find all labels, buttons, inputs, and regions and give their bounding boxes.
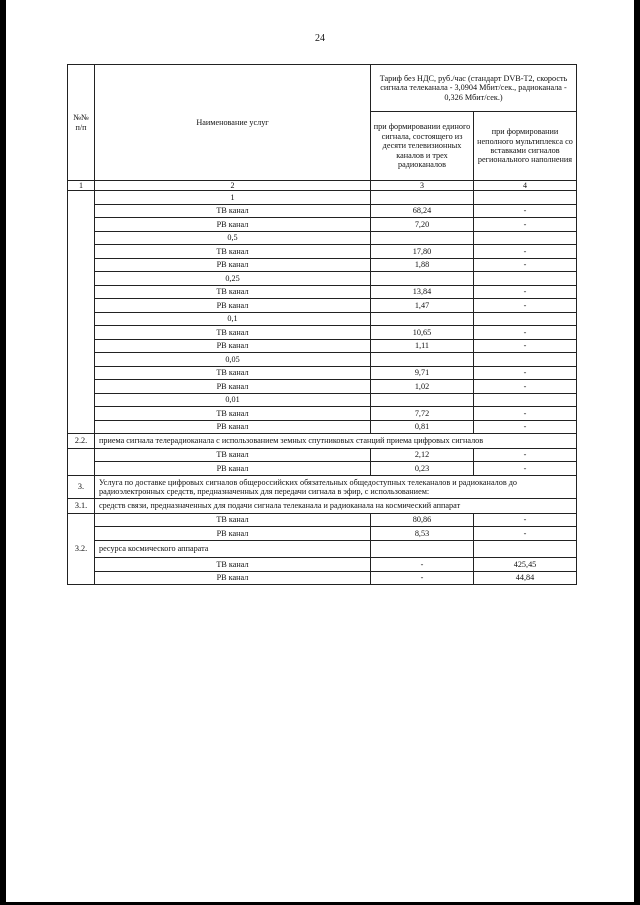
tariff-col4: - <box>474 366 577 380</box>
table-row <box>68 380 577 394</box>
section-number: 2.2. <box>68 434 95 448</box>
table-row <box>68 366 577 380</box>
service-name: ТВ канал <box>95 513 371 527</box>
service-name: 0,01 <box>95 393 371 407</box>
tariff-col4: 425,45 <box>474 558 577 572</box>
tariff-col3 <box>371 393 474 407</box>
tariff-col3: - <box>371 571 474 585</box>
tariff-col4: - <box>474 407 577 421</box>
section-row <box>68 540 577 558</box>
section-number: 3.2. <box>68 513 95 585</box>
tariff-col4: - <box>474 339 577 353</box>
section-row <box>68 434 577 448</box>
table-row <box>68 191 577 205</box>
service-name: ТВ канал <box>95 204 371 218</box>
tariff-col4: 44,84 <box>474 571 577 585</box>
table-row <box>68 204 577 218</box>
row-number-empty <box>68 448 95 475</box>
header-col3: при формировании единого сигнала, состоящего из десяти телевизионных каналов и трех радиоканалов <box>371 112 474 181</box>
section-title: приема сигнала телерадиоканала с использованием земных спутниковых станций приема цифровых сигналов <box>95 434 577 448</box>
section-title: ресурса космического аппарата <box>95 540 371 558</box>
table-row <box>68 258 577 272</box>
table-row <box>68 339 577 353</box>
tariff-col3 <box>371 272 474 286</box>
tariff-col4 <box>474 191 577 205</box>
table-row <box>68 393 577 407</box>
service-name: РВ канал <box>95 299 371 313</box>
service-name: 0,25 <box>95 272 371 286</box>
tariff-col4: - <box>474 258 577 272</box>
column-number: 4 <box>474 181 577 191</box>
table-row <box>68 448 577 462</box>
tariff-col4: - <box>474 285 577 299</box>
service-name: ТВ канал <box>95 448 371 462</box>
tariff-col3: 1,88 <box>371 258 474 272</box>
tariff-col4: - <box>474 326 577 340</box>
tariff-col4: - <box>474 380 577 394</box>
scan-edge-right <box>634 0 640 905</box>
page-number: 24 <box>315 33 325 44</box>
service-name: ТВ канал <box>95 326 371 340</box>
header-col4: при формировании неполного мультиплекса со вставками сигналов регионального наполнения <box>474 112 577 181</box>
section-title: Услуга по доставке цифровых сигналов общероссийских обязательных общедоступных телеканалов и радиоканалов до радиоэлектронных средств, предназначенных для передачи сигнала в эфир, с использованием: <box>95 475 577 499</box>
tariff-col4: - <box>474 218 577 232</box>
tariff-col3: 17,80 <box>371 245 474 259</box>
section-number: 3. <box>68 475 95 499</box>
table-row <box>68 527 577 541</box>
tariff-col3: - <box>371 558 474 572</box>
scan-edge-left <box>0 0 6 905</box>
column-number: 2 <box>95 181 371 191</box>
service-name: ТВ канал <box>95 285 371 299</box>
service-name: РВ канал <box>95 420 371 434</box>
service-name: РВ канал <box>95 380 371 394</box>
service-name: 0,1 <box>95 312 371 326</box>
tariff-col4: - <box>474 204 577 218</box>
service-name: ТВ канал <box>95 407 371 421</box>
tariff-col3: 7,20 <box>371 218 474 232</box>
tariff-col4: - <box>474 420 577 434</box>
service-name: РВ канал <box>95 218 371 232</box>
service-name: 1 <box>95 191 371 205</box>
service-name: ТВ канал <box>95 558 371 572</box>
table-row <box>68 218 577 232</box>
tariff-col3 <box>371 191 474 205</box>
tariff-col3: 2,12 <box>371 448 474 462</box>
tariff-col4: - <box>474 513 577 527</box>
table-row <box>68 299 577 313</box>
table-row <box>68 231 577 245</box>
table-row <box>68 558 577 572</box>
tariff-col3: 80,86 <box>371 513 474 527</box>
table-row <box>68 272 577 286</box>
tariff-col3: 7,72 <box>371 407 474 421</box>
tariff-col3 <box>371 231 474 245</box>
tariff-col4 <box>474 393 577 407</box>
tariff-col3: 10,65 <box>371 326 474 340</box>
section-title: средств связи, предназначенных для подачи сигнала телеканала и радиоканала на космический аппарат <box>95 499 577 513</box>
section-row <box>68 499 577 513</box>
tariff-col4 <box>474 231 577 245</box>
tariff-col4: - <box>474 527 577 541</box>
table-row <box>68 407 577 421</box>
tariff-col3: 0,81 <box>371 420 474 434</box>
tariff-col4: - <box>474 245 577 259</box>
table-row <box>68 420 577 434</box>
column-number: 3 <box>371 181 474 191</box>
service-name: 0,05 <box>95 353 371 367</box>
tariff-col3: 1,11 <box>371 339 474 353</box>
header-row <box>68 65 577 112</box>
service-name: ТВ канал <box>95 245 371 259</box>
tariff-col4-empty <box>474 540 577 558</box>
tariff-col4: - <box>474 462 577 476</box>
table-row <box>68 571 577 585</box>
tariff-col3 <box>371 312 474 326</box>
tariff-table <box>67 64 577 585</box>
table-row <box>68 462 577 476</box>
tariff-col3: 9,71 <box>371 366 474 380</box>
tariff-col3 <box>371 353 474 367</box>
tariff-col4 <box>474 353 577 367</box>
section-row <box>68 475 577 499</box>
table-row <box>68 353 577 367</box>
tariff-col4 <box>474 312 577 326</box>
tariff-col3: 13,84 <box>371 285 474 299</box>
tariff-col4: - <box>474 299 577 313</box>
service-name: РВ канал <box>95 339 371 353</box>
service-name: РВ канал <box>95 462 371 476</box>
tariff-col3: 1,02 <box>371 380 474 394</box>
table-row <box>68 326 577 340</box>
tariff-col3: 68,24 <box>371 204 474 218</box>
table-row <box>68 312 577 326</box>
tariff-col3: 8,53 <box>371 527 474 541</box>
header-no: №№ п/п <box>68 65 95 181</box>
column-numbers-row <box>68 181 577 191</box>
table-row <box>68 285 577 299</box>
section-number: 3.1. <box>68 499 95 513</box>
tariff-col4: - <box>474 448 577 462</box>
row-number-empty <box>68 191 95 434</box>
tariff-col3: 1,47 <box>371 299 474 313</box>
service-name: РВ канал <box>95 571 371 585</box>
table-row <box>68 513 577 527</box>
service-name: ТВ канал <box>95 366 371 380</box>
tariff-col3: 0,23 <box>371 462 474 476</box>
header-name: Наименование услуг <box>95 65 371 181</box>
service-name: РВ канал <box>95 527 371 541</box>
tariff-col3-empty <box>371 540 474 558</box>
tariff-col4 <box>474 272 577 286</box>
column-number: 1 <box>68 181 95 191</box>
header-tariff: Тариф без НДС, руб./час (стандарт DVB-T2, скорость сигнала телеканала - 3,0904 Мбит/сек., радиоканала - 0,326 Мбит/сек.) <box>371 65 577 112</box>
service-name: 0,5 <box>95 231 371 245</box>
service-name: РВ канал <box>95 258 371 272</box>
table-row <box>68 245 577 259</box>
